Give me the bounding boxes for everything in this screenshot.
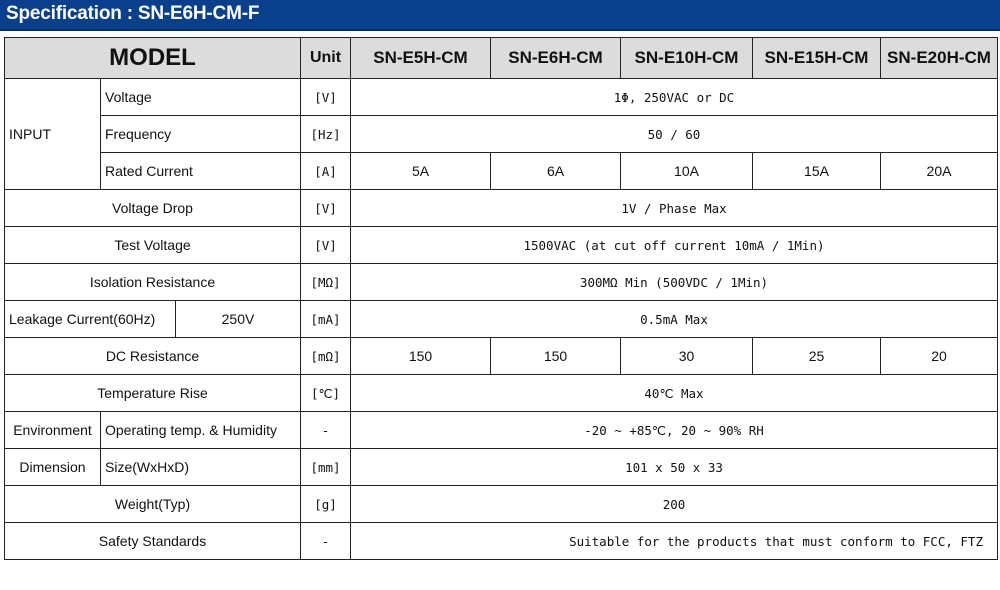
header-row (5, 38, 998, 79)
table-row-dimension (5, 449, 998, 486)
rated-current-value: 5A (351, 153, 491, 190)
temp-rise-value: 40℃ Max (351, 375, 998, 412)
model-col-header: SN-E6H-CM (491, 38, 621, 79)
weight-unit: [g] (301, 486, 351, 523)
table-row-test-voltage (5, 227, 998, 264)
voltage-label: Voltage (101, 79, 301, 116)
voltage-value: 1Φ, 250VAC or DC (351, 79, 998, 116)
model-header: MODEL (5, 38, 301, 79)
model-col-header: SN-E5H-CM (351, 38, 491, 79)
unit-header: Unit (301, 38, 351, 79)
safety-label: Safety Standards (5, 523, 301, 560)
table-row-rated-current (5, 153, 998, 190)
dc-resistance-value: 25 (753, 338, 881, 375)
table-row-leakage (5, 301, 998, 338)
rated-current-value: 10A (621, 153, 753, 190)
dc-resistance-value: 30 (621, 338, 753, 375)
table-row-environment (5, 412, 998, 449)
environment-value: -20 ~ +85℃, 20 ~ 90% RH (351, 412, 998, 449)
dc-resistance-value: 150 (351, 338, 491, 375)
model-col-header: SN-E10H-CM (621, 38, 753, 79)
voltage-drop-value: 1V / Phase Max (351, 190, 998, 227)
table-row-safety (5, 523, 998, 560)
dc-resistance-value: 20 (881, 338, 998, 375)
rated-current-value: 20A (881, 153, 998, 190)
dc-resistance-value: 150 (491, 338, 621, 375)
voltage-drop-unit: [V] (301, 190, 351, 227)
table-row-isolation (5, 264, 998, 301)
table-row-temp-rise (5, 375, 998, 412)
test-voltage-value: 1500VAC (at cut off current 10mA / 1Min) (351, 227, 998, 264)
weight-value: 200 (351, 486, 998, 523)
leakage-sub-label: 250V (176, 301, 301, 338)
table-row-frequency (5, 116, 998, 153)
leakage-value: 0.5mA Max (351, 301, 998, 338)
dimension-value: 101 x 50 x 33 (351, 449, 998, 486)
table-row-dc-resistance (5, 338, 998, 375)
frequency-value: 50 / 60 (351, 116, 998, 153)
temp-rise-label: Temperature Rise (5, 375, 301, 412)
dc-resistance-unit: [mΩ] (301, 338, 351, 375)
environment-sub-label: Operating temp. & Humidity (101, 412, 301, 449)
voltage-drop-label: Voltage Drop (5, 190, 301, 227)
page-title: Specification : SN-E6H-CM-F (6, 3, 260, 24)
table-row-weight (5, 486, 998, 523)
safety-unit: - (301, 523, 351, 560)
dimension-sub-label: Size(WxHxD) (101, 449, 301, 486)
leakage-unit: [mA] (301, 301, 351, 338)
rated-current-unit: [A] (301, 153, 351, 190)
safety-value: Suitable for the products that must conform to FCC, FTZ (351, 523, 998, 560)
environment-label: Environment (5, 412, 101, 449)
dimension-label: Dimension (5, 449, 101, 486)
table-row-voltage (5, 79, 998, 116)
rated-current-value: 15A (753, 153, 881, 190)
temp-rise-unit: [℃] (301, 375, 351, 412)
model-col-header: SN-E20H-CM (881, 38, 998, 79)
frequency-unit: [Hz] (301, 116, 351, 153)
table-row-voltage-drop (5, 190, 998, 227)
voltage-unit: [V] (301, 79, 351, 116)
isolation-label: Isolation Resistance (5, 264, 301, 301)
environment-unit: - (301, 412, 351, 449)
model-col-header: SN-E15H-CM (753, 38, 881, 79)
frequency-label: Frequency (101, 116, 301, 153)
dimension-unit: [mm] (301, 449, 351, 486)
isolation-unit: [MΩ] (301, 264, 351, 301)
rated-current-label: Rated Current (101, 153, 301, 190)
isolation-value: 300MΩ Min (500VDC / 1Min) (351, 264, 998, 301)
test-voltage-unit: [V] (301, 227, 351, 264)
weight-label: Weight(Typ) (5, 486, 301, 523)
spec-table (4, 37, 998, 560)
dc-resistance-label: DC Resistance (5, 338, 301, 375)
title-bar (0, 0, 1000, 31)
leakage-label: Leakage Current(60Hz) (5, 301, 176, 338)
test-voltage-label: Test Voltage (5, 227, 301, 264)
input-group-label: INPUT (5, 79, 101, 190)
rated-current-value: 6A (491, 153, 621, 190)
